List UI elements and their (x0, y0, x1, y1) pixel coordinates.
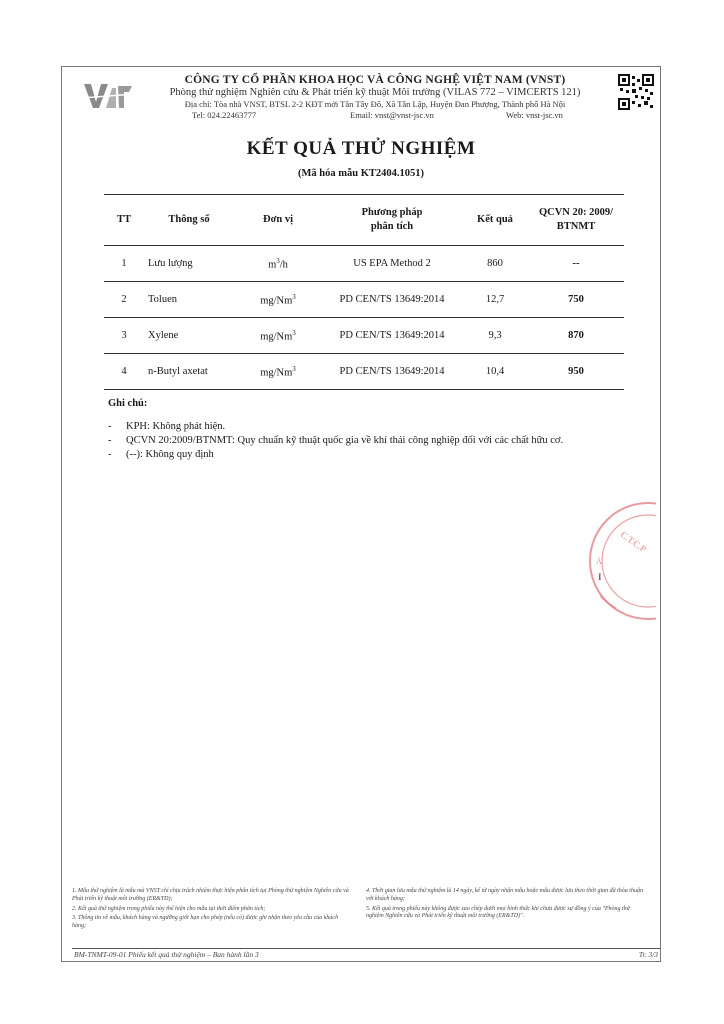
header-standard-line2: BTNMT (556, 221, 596, 232)
letterhead-text (140, 72, 610, 121)
cell-unit: mg/Nm$^3$ (234, 282, 322, 318)
cell-unit: mg/Nm$^3$ (234, 318, 322, 354)
contact-line (140, 110, 610, 121)
company-name: CÔNG TY CỔ PHẦN KHOA HỌC VÀ CÔNG NGHỆ VIỆT NAM (VNST) (184, 74, 566, 86)
company-stamp (586, 496, 656, 626)
cell-result: 10,4 (462, 354, 528, 390)
cell-method: US EPA Method 2 (322, 246, 462, 282)
stamp-text: C.T.C.P (618, 529, 649, 555)
table-row (104, 282, 624, 318)
cell-tt: 1 (104, 246, 144, 282)
cell-tt: 2 (104, 282, 144, 318)
company-email: Email: vnst@vnst-jsc.vn (350, 110, 434, 120)
footnote-item: 5. Kết quả trong phiếu này không được sao chép dưới mọi hình thức khi chưa được sự đồng ý của "Phòng thử nghiệm Nghiên cứu và Phát triển kỹ thuật môi trường (ER&TD)". (366, 905, 630, 920)
results-table (104, 194, 624, 390)
sample-code: (Mã hóa mẫu KT2404.1051) (298, 168, 424, 179)
page-number: Tr. 3/3 (638, 950, 658, 959)
header-method (322, 195, 462, 246)
footer-divider (72, 948, 660, 949)
cell-tt: 3 (104, 318, 144, 354)
letterhead (70, 72, 660, 122)
cell-unit: mg/Nm$^3$ (234, 354, 322, 390)
lab-name: Phòng thử nghiệm Nghiên cứu & Phát triển kỹ thuật Môi trường (VILAS 772 – VIMCERTS 121) (169, 87, 581, 98)
cell-param: n-Butyl axetat (144, 354, 234, 390)
cell-limit: 950 (528, 354, 624, 390)
cell-limit: 870 (528, 318, 624, 354)
footnote-item: 4. Thời gian lưu mẫu thử nghiệm là 14 ngày, kể từ ngày nhận mẫu hoặc mẫu được lưu theo thời gian đã thỏa thuận với khách hàng; (366, 888, 643, 902)
cell-result: 860 (462, 246, 528, 282)
cell-unit: $m^3/h$ (234, 246, 322, 282)
header-param: Thông số (144, 195, 234, 246)
table-row (104, 354, 624, 390)
cell-limit: -- (528, 246, 624, 282)
note-item: - KPH: Không phát hiện. (108, 421, 226, 432)
page-footer (74, 950, 658, 959)
table-header-row (104, 195, 624, 246)
cell-result: 12,7 (462, 282, 528, 318)
header-standard (528, 195, 624, 246)
header-result: Kết quả (462, 195, 528, 246)
page-title: KẾT QUẢ THỬ NGHIỆM (246, 138, 476, 159)
note-item: - QCVN 20:2009/BTNMT: Quy chuẩn kỹ thuật quốc gia về khí thải công nghiệp đối với các chất hữu cơ. (108, 435, 564, 446)
cell-result: 9,3 (462, 318, 528, 354)
footnotes-right (366, 888, 646, 923)
svg-text:I: I (598, 572, 602, 582)
cell-param: Lưu lượng (144, 246, 234, 282)
cell-tt: 4 (104, 354, 144, 390)
company-address: Địa chỉ: Tòa nhà VNST, BTSL 2-2 KĐT mới Tân Tây Đô, Xã Tân Lập, Huyện Đan Phượng, Thành phố Hà Nội (184, 99, 566, 109)
cell-method: PD CEN/TS 13649:2014 (322, 318, 462, 354)
form-code: BM-TNMT-09-01 Phiếu kết quả thử nghiệm – Ban hành lần 3 (74, 950, 259, 959)
header-method-line1: Phương pháp (361, 206, 423, 218)
qr-code-icon (618, 74, 654, 110)
note-item: - (--): Không quy định (108, 449, 214, 460)
company-web: Web: vnst-jsc.vn (506, 110, 563, 120)
footnote-item: 2. Kết quả thử nghiệm trong phiếu này thể hiện cho mẫu tại thời điểm phân tích; (72, 905, 266, 912)
footnotes-left (72, 888, 352, 933)
footnote-item: 1. Mẫu thử nghiệm là mẫu mà VNST chỉ chịu trách nhiệm thực hiện phân tích tại Phòng thử nghiệm Nghiên cứu và Phát triển kỹ thuật môi trường (ER&TD); (72, 888, 349, 902)
footnote-item: 3. Thông tin về mẫu, khách hàng và ngưỡng giới hạn cho phép (nếu có) được ghi nhận theo yêu cầu của khách hàng; (72, 915, 339, 930)
table-row (104, 246, 624, 282)
notes-section (108, 398, 628, 463)
cell-limit: 750 (528, 282, 624, 318)
cell-method: PD CEN/TS 13649:2014 (322, 354, 462, 390)
cell-param: Xylene (144, 318, 234, 354)
header-standard-line1: QCVN 20: 2009/ (538, 206, 614, 218)
company-logo (82, 80, 134, 110)
table-row (104, 318, 624, 354)
notes-title: Ghi chú: (108, 398, 148, 409)
svg-text:À: À (596, 557, 602, 566)
notes-list (108, 421, 628, 460)
header-tt: TT (104, 195, 144, 246)
cell-method: PD CEN/TS 13649:2014 (322, 282, 462, 318)
company-tel: Tel: 024.22463777 (192, 110, 257, 120)
cell-param: Toluen (144, 282, 234, 318)
header-unit: Đơn vị (234, 195, 322, 246)
header-method-line2: phân tích (370, 221, 414, 232)
